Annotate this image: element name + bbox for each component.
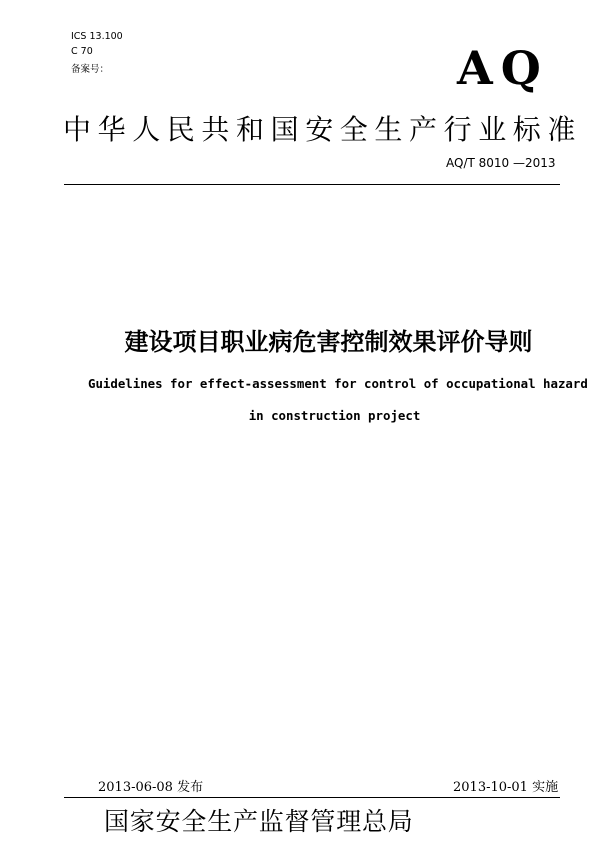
standard-number: AQ/T 8010 —2013 <box>446 156 556 170</box>
standard-logo: AQ <box>457 41 549 95</box>
classification-code: C 70 <box>71 46 93 57</box>
filing-number-label: 备案号： <box>71 64 110 75</box>
ics-code: ICS 13.100 <box>71 31 123 42</box>
document-title-en-line1: Guidelines for effect-assessment for control of occupational hazard <box>88 376 588 391</box>
document-title-en-line2: in construction project <box>248 408 421 423</box>
implementation-date: 2013-10-01 实施 <box>453 780 559 795</box>
issue-date: 2013-06-08 发布 <box>98 780 204 795</box>
standard-category: 中华人民共和国安全生产行业标准 <box>63 113 583 146</box>
issuing-authority: 国家安全生产监督管理总局 <box>104 807 414 836</box>
document-title-cn: 建设项目职业病危害控制效果评价导则 <box>124 328 533 356</box>
top-divider <box>64 184 560 185</box>
bottom-divider <box>64 797 560 798</box>
